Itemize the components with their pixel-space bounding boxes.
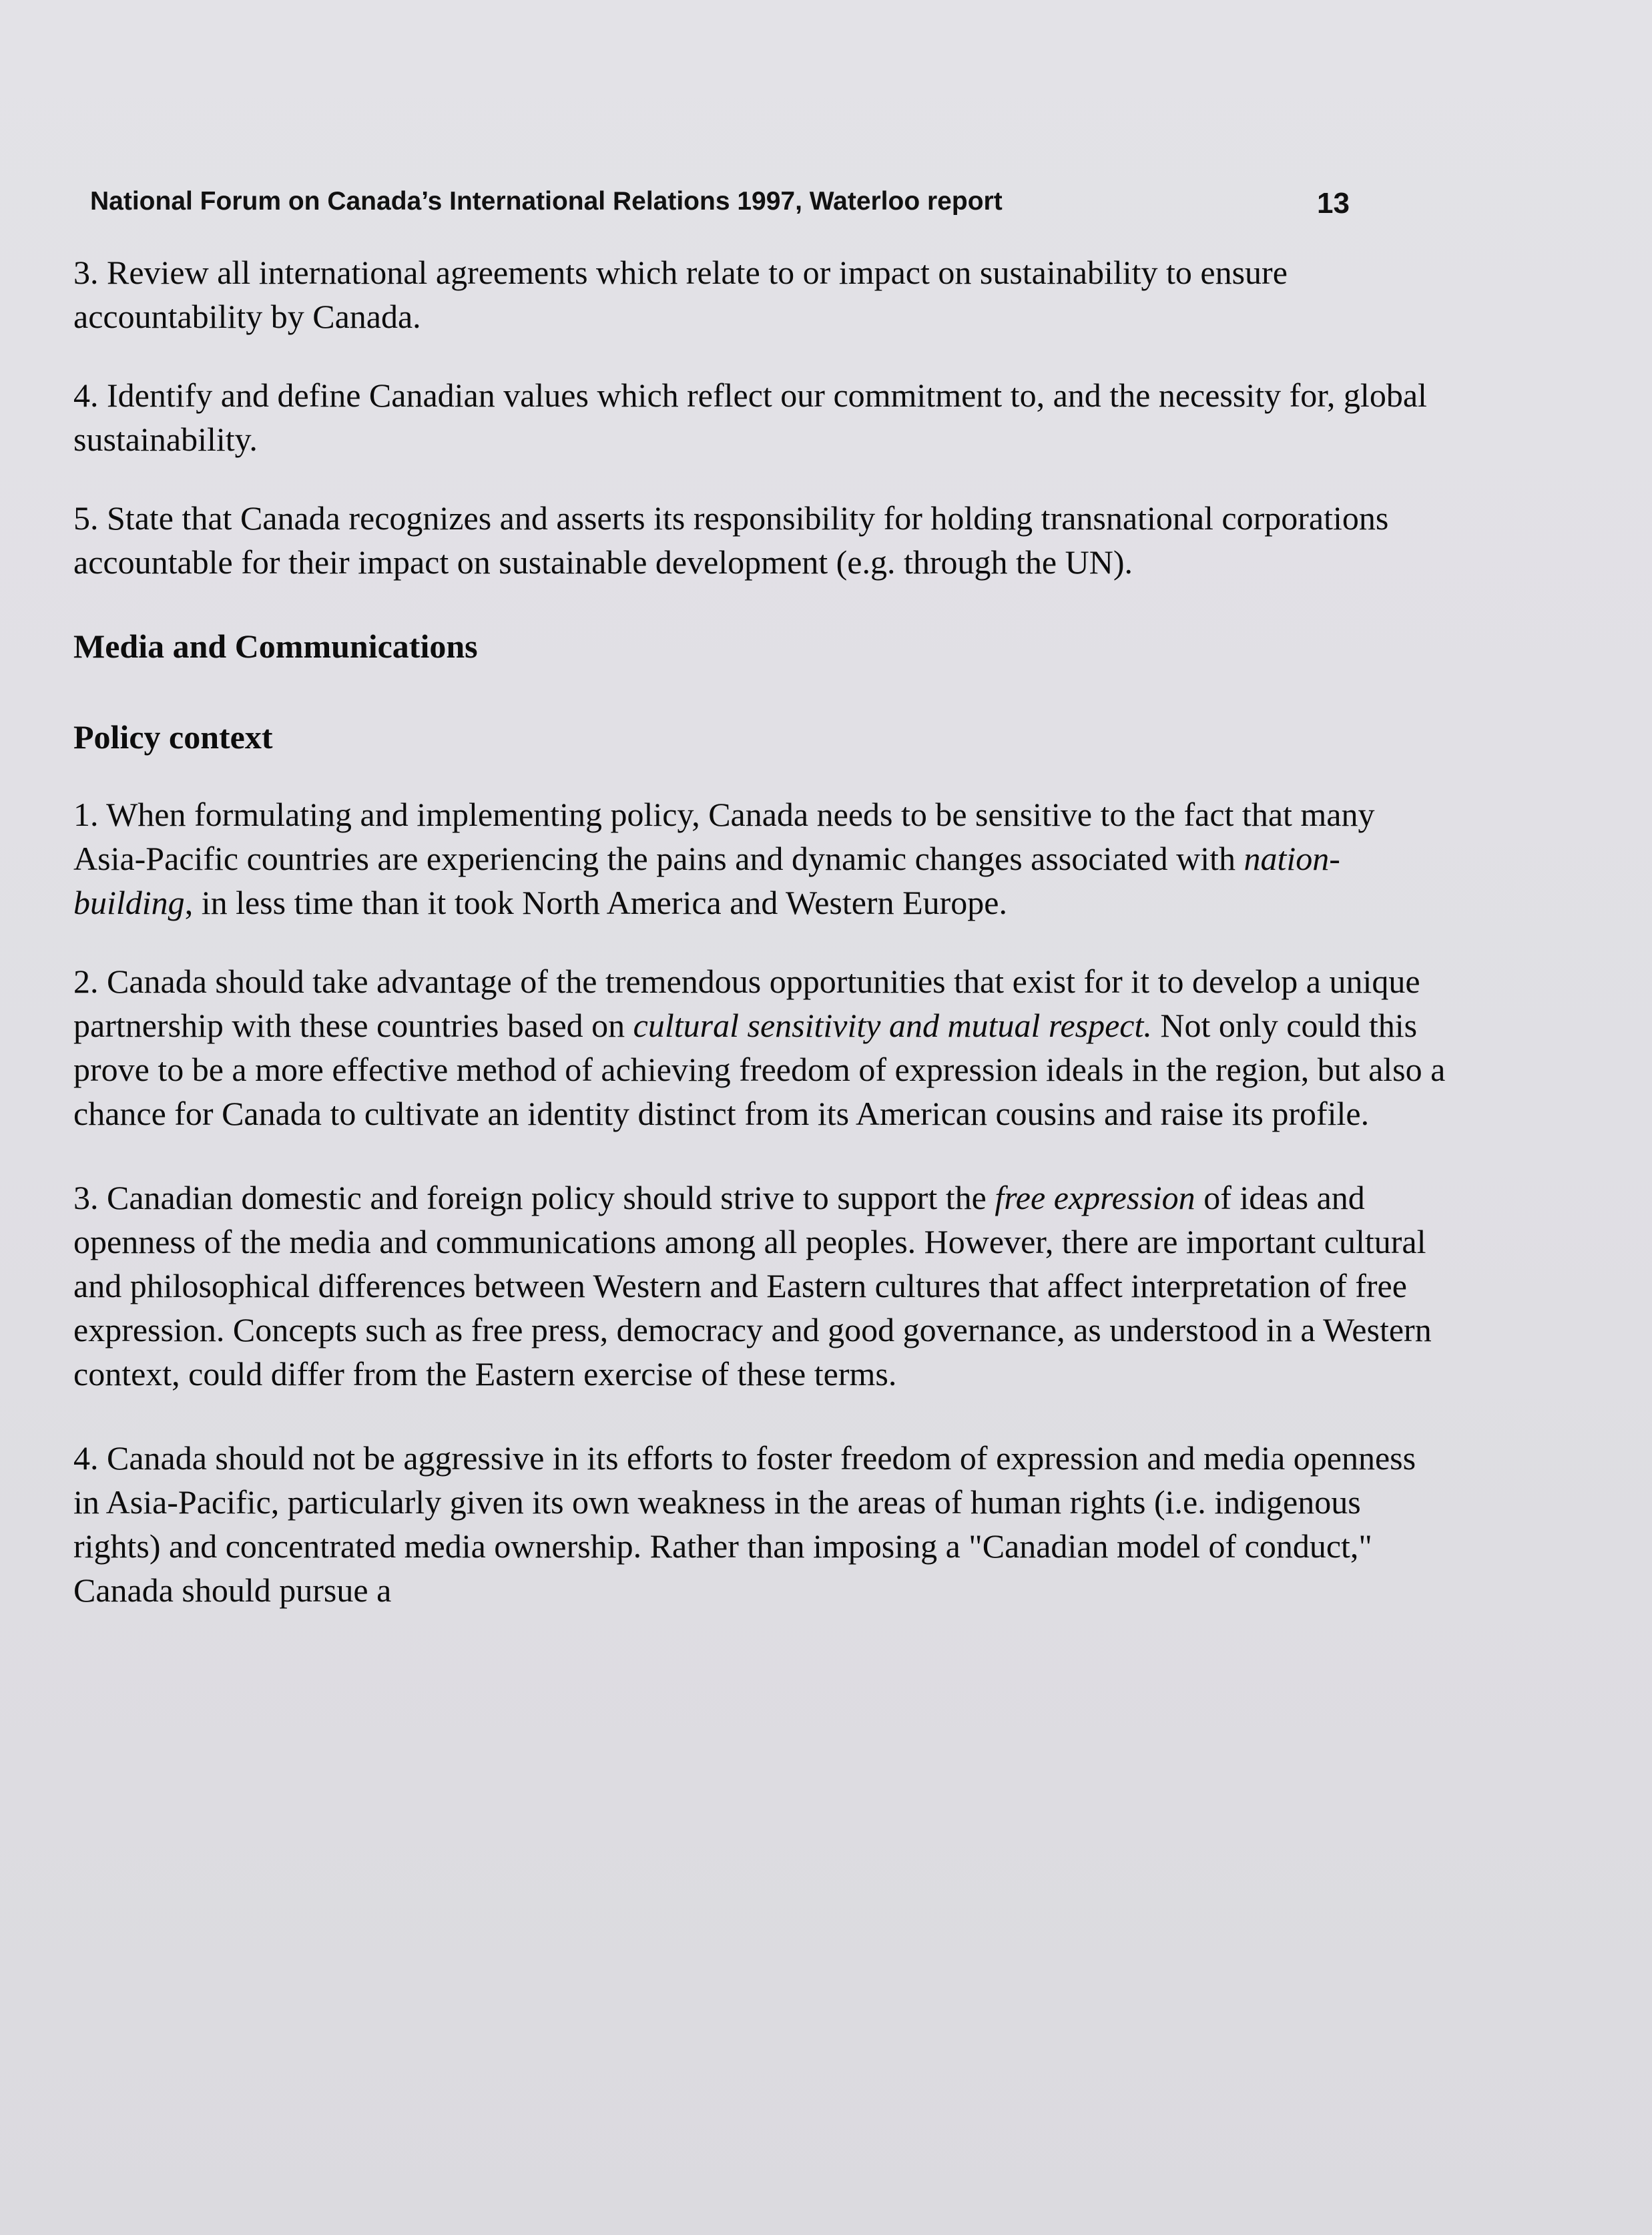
running-header (90, 187, 1358, 227)
paragraph-sustainability-5: 5. State that Canada recognizes and asserts its responsibility for holding transnational corporations accountable for their impact on sustainable development (e.g. through the UN). (73, 499, 1389, 581)
subsection-heading-policy-context: Policy context (73, 718, 273, 756)
header-title: National Forum on Canada’s International Relations 1997, Waterloo report (90, 187, 1003, 216)
emphasis-cultural-sensitivity: cultural sensitivity and mutual respect. (633, 1007, 1152, 1044)
document-body (73, 250, 1448, 1647)
page-number: 13 (1317, 187, 1350, 220)
emphasis-free-expression: free expression (995, 1179, 1195, 1216)
section-heading-media: Media and Communications (73, 628, 478, 665)
paragraph-policy-4: 4. Canada should not be aggressive in its efforts to foster freedom of expression and media openness in Asia-Pacific, particularly given its own weakness in the areas of human rights (i.e. indigenous rights) and concentrated media ownership. Rather than imposing a "Canadian model of conduct," Canada should pursue a (73, 1439, 1416, 1609)
paragraph-sustainability-4: 4. Identify and define Canadian values which reflect our commitment to, and the necessity for, global sustainability. (73, 377, 1427, 458)
emphasis-nation-building: nation-building (73, 840, 1340, 921)
paragraph-policy-2: 2. Canada should take advantage of the tremendous opportunities that exist for it to develop a unique partnership with these countries based on cultural sensitivity and mutual respect. Not only could this prove to be a more effective method of achieving freedom of expression ideals in the region, but also a chance for Canada to cultivate an identity distinct from its American cousins and raise its profile. (73, 963, 1446, 1132)
paragraph-sustainability-3: 3. Review all international agreements which relate to or impact on sustainability to ensure accountability by Canada. (73, 254, 1288, 335)
paragraph-policy-1: 1. When formulating and implementing policy, Canada needs to be sensitive to the fact that many Asia-Pacific countries are experiencing the pains and dynamic changes associated with nation-building, in less time than it took North America and Western Europe. (73, 796, 1375, 921)
paragraph-policy-3: 3. Canadian domestic and foreign policy should strive to support the free expression of ideas and openness of the media and communications among all peoples. However, there are important cultural and philosophical differences between Western and Eastern cultures that affect interpretation of free expression. Concepts such as free press, democracy and good governance, as understood in a Western context, could differ from the Eastern exercise of these terms. (73, 1179, 1432, 1393)
